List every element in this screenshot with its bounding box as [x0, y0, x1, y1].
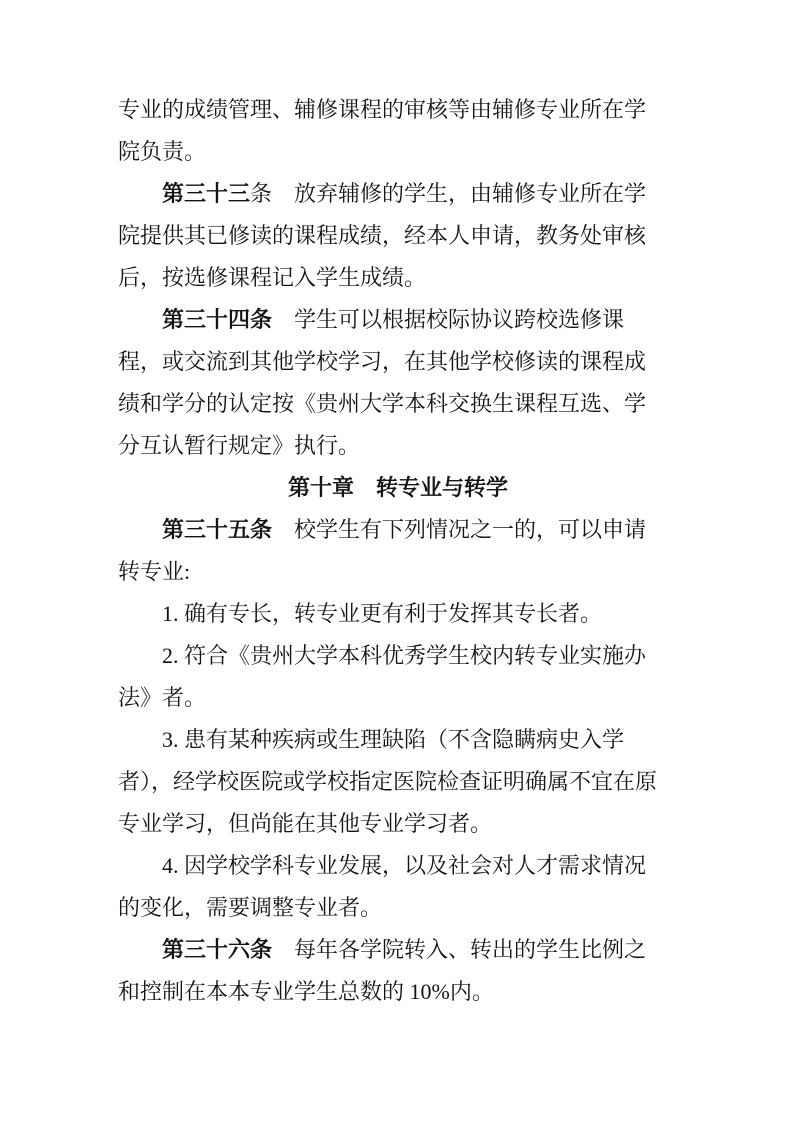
text-run: 法》者。: [118, 685, 207, 710]
text-line: [118, 257, 678, 299]
article-number-run: 第三十三: [162, 181, 251, 206]
text-line: [118, 341, 678, 383]
text-run: 后，按选修课程记入学生成绩。: [118, 265, 427, 290]
text-line: [118, 425, 678, 467]
text-run: 院负责。: [118, 139, 207, 164]
text-run: 专业的成绩管理、辅修课程的审核等由辅修专业所在学: [118, 97, 647, 122]
text-run: 院提供其已修读的课程成绩，经本人申请，教务处审核: [118, 223, 647, 248]
text-line: [118, 929, 678, 971]
text-line: [118, 89, 678, 131]
text-line: [118, 593, 678, 635]
text-line: [118, 719, 678, 761]
text-run: 1. 确有专长，转专业更有利于发挥其专长者。: [162, 601, 603, 626]
article-number-run: 第三十四条: [162, 307, 273, 332]
text-run: 转专业:: [118, 559, 191, 584]
text-run: 和控制在本本专业学生总数的 10%内。: [118, 979, 494, 1004]
text-line: [118, 677, 678, 719]
text-run: 专业学习，但尚能在其他专业学习者。: [118, 811, 493, 836]
chapter-heading: [118, 467, 678, 509]
text-run: 分互认暂行规定》执行。: [118, 433, 361, 458]
text-line: [118, 509, 678, 551]
text-line: [118, 383, 678, 425]
text-run: 者），经学校医院或学校指定医院检查证明确属不宜在原: [118, 769, 658, 794]
text-run: 绩和学分的认定按《贵州大学本科交换生课程互选、学: [118, 391, 647, 416]
text-run: 条 放弃辅修的学生，由辅修专业所在学: [250, 181, 647, 206]
text-line: [118, 761, 678, 803]
text-run: 4. 因学校学科专业发展，以及社会对人才需求情况: [162, 853, 647, 878]
text-line: [118, 215, 678, 257]
text-line: [118, 131, 678, 173]
article-number-run: 第三十五条: [162, 517, 273, 542]
text-run: 学生可以根据校际协议跨校选修课: [272, 307, 625, 332]
text-block: [118, 89, 678, 1013]
text-line: [118, 971, 678, 1013]
article-number-run: 第十章 转专业与转学: [287, 475, 508, 500]
text-line: [118, 887, 678, 929]
text-run: 3. 患有某种疾病或生理缺陷（不含隐瞒病史入学: [162, 727, 625, 752]
article-number-run: 第三十六条: [162, 937, 273, 962]
text-run: 每年各学院转入、转出的学生比例之: [272, 937, 647, 962]
text-run: 的变化，需要调整专业者。: [118, 895, 383, 920]
text-run: 校学生有下列情况之一的，可以申请: [272, 517, 647, 542]
text-run: 程，或交流到其他学校学习，在其他学校修读的课程成: [118, 349, 647, 374]
text-line: [118, 551, 678, 593]
text-line: [118, 299, 678, 341]
text-line: [118, 803, 678, 845]
text-line: [118, 635, 678, 677]
text-line: [118, 845, 678, 887]
text-line: [118, 173, 678, 215]
text-run: 2. 符合《贵州大学本科优秀学生校内转专业实施办: [162, 643, 647, 668]
